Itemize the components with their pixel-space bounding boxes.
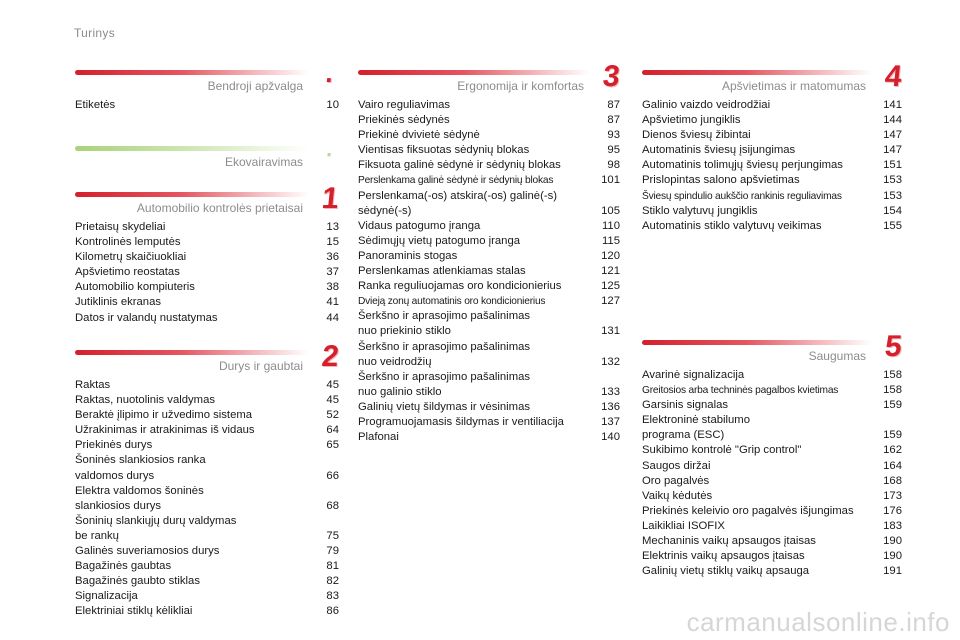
toc-entry-title: Raktas, nuotolinis valdymas [75, 394, 216, 407]
section-number: 1 [320, 182, 341, 215]
toc-entry[interactable] [642, 519, 902, 534]
toc-entry[interactable] [642, 219, 902, 234]
section-bar [358, 70, 590, 75]
toc-entry[interactable] [358, 189, 620, 219]
section-bar [75, 146, 309, 151]
toc-entry[interactable] [75, 604, 339, 619]
toc-entry[interactable] [358, 340, 620, 370]
toc-entry[interactable] [358, 249, 620, 264]
section-safety [642, 330, 904, 579]
toc-entry[interactable] [75, 438, 339, 453]
toc-entry-title: Fiksuota galinė sėdynė ir sėdynių blokas [358, 159, 561, 172]
toc-entry-title: Automatinis tolimųjų šviesų perjungimas [642, 159, 843, 172]
toc-entry-page: 131 [601, 325, 620, 338]
toc-entry-page: 87 [607, 99, 620, 111]
toc-entry-page: 45 [326, 394, 339, 407]
section-bar [75, 350, 309, 355]
toc-entry[interactable] [642, 564, 902, 579]
toc-entry-page: 162 [883, 444, 902, 457]
toc-entry-page: 98 [607, 159, 620, 172]
toc-entry[interactable] [358, 430, 620, 445]
toc-entry[interactable] [358, 158, 620, 173]
toc-entry-page: 159 [883, 429, 902, 442]
toc-entry-page: 110 [601, 219, 620, 232]
toc-entry-page: 153 [883, 174, 902, 187]
toc-list [75, 378, 339, 620]
toc-entry[interactable] [75, 250, 339, 265]
toc-entry[interactable] [642, 459, 902, 474]
toc-entry[interactable] [75, 311, 339, 326]
toc-entry-page: 158 [883, 384, 902, 397]
toc-list [75, 98, 339, 113]
section-number: 3 [601, 60, 622, 93]
toc-entry-page: 44 [326, 311, 339, 324]
toc-entry-page: 93 [607, 129, 620, 142]
section-doors [75, 340, 341, 620]
section-title: Automobilio kontrolės prietaisai [136, 201, 303, 215]
toc-entry-title: Vaikų kėdutės [642, 489, 713, 502]
toc-entry[interactable] [358, 279, 620, 294]
toc-entry-title: Apšvietimo reostatas [75, 266, 180, 279]
toc-entry-title: Perslenkamas atlenkiamas stalas [358, 265, 526, 278]
toc-entry-page: 10 [326, 99, 339, 111]
toc-entry-page: 87 [607, 114, 620, 127]
toc-entry[interactable] [75, 408, 339, 423]
toc-entry-title: Kilometrų skaičiuokliai [75, 251, 187, 264]
toc-entry-page: 68 [326, 499, 339, 512]
toc-entry-page: 190 [883, 535, 902, 548]
toc-entry[interactable] [642, 368, 902, 383]
toc-entry-title: Šerkšno ir aprasojimo pašalinimas nuo priekinio stiklo [358, 310, 531, 338]
toc-list [358, 98, 620, 445]
toc-entry[interactable] [642, 158, 902, 173]
section-header [75, 182, 341, 218]
toc-entry[interactable] [75, 514, 339, 544]
toc-entry-title: Galinių vietų stiklų vaikų apsauga [642, 565, 810, 578]
toc-entry-page: 173 [883, 489, 902, 502]
toc-entry-title: Sėdimųjų vietų patogumo įranga [358, 234, 521, 247]
toc-entry-title: Šoninės slankiosios ranka valdomos durys [75, 454, 206, 482]
toc-entry-title: Elektrinis vaikų apsaugos įtaisas [642, 550, 805, 563]
toc-entry-title: Vairo reguliavimas [358, 99, 451, 111]
toc-entry-title: Galinių vietų šildymas ir vėsinimas [358, 400, 531, 413]
toc-entry-page: 155 [883, 219, 902, 232]
toc-entry[interactable] [358, 98, 620, 113]
toc-entry-page: 83 [326, 590, 339, 603]
toc-entry-title: Datos ir valandų nustatymas [75, 311, 218, 324]
toc-entry-page: 125 [601, 280, 620, 293]
toc-entry-title: Elektriniai stiklų kėlikliai [75, 605, 193, 618]
toc-entry[interactable] [642, 549, 902, 564]
toc-entry[interactable] [358, 294, 620, 309]
toc-entry-page: 105 [601, 204, 620, 217]
section-lighting [642, 60, 904, 234]
toc-entry[interactable] [75, 265, 339, 280]
section-overview [75, 58, 339, 113]
toc-list [642, 98, 902, 234]
toc-entry-title: Perslenkama(-os) atskira(-os) galinė(-s) sėdynė(-s) [358, 189, 557, 217]
toc-entry-page: 81 [326, 560, 339, 573]
toc-entry-page: 75 [326, 529, 339, 542]
toc-entry[interactable] [358, 234, 620, 249]
toc-entry-title: Beraktė įlipimo ir užvedimo sistema [75, 409, 253, 422]
toc-entry-title: Šerkšno ir aprasojimo pašalinimas nuo veidrodžių [358, 340, 531, 368]
toc-entry[interactable] [75, 393, 339, 408]
toc-entry-title: Prislopintas salono apšvietimas [642, 174, 800, 187]
toc-entry[interactable] [75, 235, 339, 250]
toc-entry[interactable] [358, 219, 620, 234]
section-number: 2 [320, 340, 341, 373]
toc-entry-page: 115 [601, 234, 620, 247]
toc-entry-page: 140 [601, 431, 620, 444]
toc-entry-page: 52 [326, 409, 339, 422]
toc-entry-page: 183 [883, 519, 902, 532]
toc-entry-title: Garsinis signalas [642, 399, 729, 412]
section-title: Ergonomija ir komfortas [457, 79, 584, 93]
section-number: 4 [883, 60, 904, 93]
toc-entry-page: 86 [326, 605, 339, 618]
section-title: Apšvietimas ir matomumas [721, 79, 866, 93]
toc-entry-title: Priekinė dvivietė sėdynė [358, 129, 480, 142]
toc-entry-page: 65 [326, 439, 339, 452]
toc-entry[interactable] [75, 378, 339, 393]
toc-entry-page: 101 [601, 174, 620, 187]
toc-entry[interactable] [642, 474, 902, 489]
toc-entry-page: 133 [601, 385, 620, 398]
toc-entry-title: Stiklo valytuvų jungiklis [642, 204, 758, 217]
toc-entry-page: 13 [326, 221, 339, 233]
toc-entry-title: Mechaninis vaikų apsaugos įtaisas [642, 535, 816, 548]
toc-entry-title: Signalizacija [75, 590, 138, 603]
toc-entry-page: 15 [326, 236, 339, 249]
toc-entry-title: Panoraminis stogas [358, 249, 458, 262]
section-header [75, 58, 339, 96]
toc-entry-page: 66 [326, 469, 339, 482]
section-bar [642, 70, 872, 75]
toc-entry[interactable] [75, 574, 339, 589]
toc-entry-page: 159 [883, 399, 902, 412]
toc-entry-title: Užrakinimas ir atrakinimas iš vidaus [75, 424, 255, 437]
section-title: Saugumas [808, 349, 866, 363]
toc-entry[interactable] [358, 173, 620, 188]
section-instruments [75, 182, 341, 326]
toc-entry[interactable] [358, 400, 620, 415]
toc-entry-title: Vientisas fiksuotas sėdynių blokas [358, 144, 530, 157]
toc-entry-title: Dvieją zonų automatinis oro kondicionierius [358, 296, 546, 308]
toc-entry-page: 153 [883, 189, 902, 202]
section-title: Ekovairavimas [224, 155, 303, 169]
toc-entry-title: Ranka reguliuojamas oro kondicionierius [358, 280, 562, 293]
toc-entry-page: 38 [326, 281, 339, 294]
toc-entry-page: 45 [326, 379, 339, 391]
section-number: . [324, 58, 335, 88]
toc-entry-page: 164 [883, 459, 902, 472]
toc-entry[interactable] [642, 504, 902, 519]
toc-entry-page: 154 [883, 204, 902, 217]
toc-entry-page: 137 [601, 415, 620, 428]
toc-entry[interactable] [75, 589, 339, 604]
toc-entry-title: Automatinis stiklo valytuvų veikimas [642, 219, 822, 232]
toc-entry-page: 144 [883, 114, 902, 127]
toc-entry[interactable] [75, 544, 339, 559]
toc-entry[interactable] [642, 98, 902, 113]
toc-entry-title: Elektra valdomos šoninės slankiosios durys [75, 484, 204, 512]
section-bar [75, 70, 309, 75]
toc-entry-title: Prietaisų skydeliai [75, 221, 166, 233]
toc-entry-page: 158 [883, 369, 902, 381]
section-header [358, 60, 622, 96]
toc-entry-title: Priekinės durys [75, 439, 153, 452]
toc-entry[interactable] [642, 443, 902, 458]
toc-entry-page: 120 [601, 249, 620, 262]
toc-entry[interactable] [75, 559, 339, 574]
toc-entry[interactable] [358, 264, 620, 279]
toc-list [642, 368, 902, 579]
toc-entry-title: Raktas [75, 379, 111, 391]
section-bar [642, 340, 872, 345]
toc-entry[interactable] [75, 295, 339, 310]
toc-entry-page: 190 [883, 550, 902, 563]
toc-entry-page: 41 [326, 296, 339, 309]
toc-entry-title: Automatinis šviesų įsijungimas [642, 144, 796, 157]
section-header [75, 142, 339, 172]
section-title: Durys ir gaubtai [218, 359, 303, 373]
toc-entry-title: Galinės suveriamosios durys [75, 545, 220, 558]
toc-entry[interactable] [358, 415, 620, 430]
toc-entry-page: 37 [326, 266, 339, 279]
toc-entry-title: Jutiklinis ekranas [75, 296, 162, 309]
toc-entry[interactable] [75, 484, 339, 514]
toc-entry-title: Priekinės sėdynės [358, 114, 450, 127]
toc-entry[interactable] [75, 423, 339, 438]
toc-entry[interactable] [642, 128, 902, 143]
toc-entry[interactable] [642, 383, 902, 398]
section-number: · [324, 142, 335, 167]
section-header [75, 340, 341, 376]
toc-entry-title: Apšvietimo jungiklis [642, 114, 741, 127]
toc-entry-title: Kontrolinės lemputės [75, 236, 181, 249]
toc-entry[interactable] [642, 398, 902, 413]
toc-entry-page: 79 [326, 545, 339, 558]
toc-entry-title: Greitosios arba techninės pagalbos kvietimas [642, 385, 839, 397]
toc-entry-title: Elektroninė stabilumo programa (ESC) [642, 414, 751, 442]
toc-entry[interactable] [642, 113, 902, 128]
toc-entry[interactable] [642, 204, 902, 219]
toc-entry[interactable] [75, 98, 339, 113]
toc-entry-title: Vidaus patogumo įranga [358, 219, 481, 232]
toc-entry-page: 141 [883, 99, 902, 111]
toc-entry-title: Saugos diržai [642, 459, 711, 472]
toc-entry-page: 176 [883, 504, 902, 517]
section-ergonomics [358, 60, 622, 445]
toc-entry-title: Šviesų spindulio aukščio rankinis reguliavimas [642, 190, 842, 202]
section-bar [75, 192, 309, 197]
toc-entry[interactable] [642, 413, 902, 443]
toc-entry-page: 127 [601, 295, 620, 308]
toc-entry[interactable] [358, 143, 620, 158]
watermark: carmanualsonline.info [686, 607, 950, 637]
section-header [642, 330, 904, 366]
toc-entry-title: Automobilio kompiuteris [75, 281, 195, 294]
page-title: Turinys [74, 26, 115, 40]
toc-entry-page: 64 [326, 424, 339, 437]
toc-entry-title: Šoninių slankiųjų durų valdymas be rankų [75, 514, 237, 542]
toc-entry-title: Bagažinės gaubto stiklas [75, 575, 200, 588]
toc-entry-title: Oro pagalvės [642, 474, 710, 487]
toc-entry-page: 82 [326, 575, 339, 588]
toc-entry-page: 147 [883, 129, 902, 142]
toc-entry[interactable] [358, 113, 620, 128]
toc-entry-title: Sukibimo kontrolė "Grip control" [642, 444, 802, 457]
toc-entry[interactable] [642, 189, 902, 204]
toc-entry[interactable] [358, 128, 620, 143]
toc-entry-title: Laikikliai ISOFIX [642, 519, 725, 532]
toc-entry-page: 151 [883, 159, 902, 172]
section-eco [75, 142, 339, 174]
toc-entry-title: Avarinė signalizacija [642, 369, 745, 381]
toc-entry-title: Bagažinės gaubtas [75, 560, 172, 573]
toc-entry-page: 191 [883, 565, 902, 578]
toc-entry-page: 136 [601, 400, 620, 413]
toc-entry[interactable] [642, 534, 902, 549]
toc-entry-title: Programuojamasis šildymas ir ventiliacija [358, 415, 564, 428]
toc-entry-title: Plafonai [358, 431, 399, 444]
toc-entry-title: Dienos šviesų žibintai [642, 129, 751, 142]
toc-entry[interactable] [75, 280, 339, 295]
toc-entry[interactable] [75, 453, 339, 483]
toc-entry-page: 132 [601, 355, 620, 368]
toc-entry[interactable] [642, 143, 902, 158]
toc-entry-title: Galinio vaizdo veidrodžiai [642, 99, 771, 111]
section-header [642, 60, 904, 96]
toc-entry-page: 121 [601, 265, 620, 278]
toc-entry-title: Priekinės keleivio oro pagalvės išjungimas [642, 504, 854, 517]
toc-entry[interactable] [75, 220, 339, 235]
toc-entry-title: Šerkšno ir aprasojimo pašalinimas nuo galinio stiklo [358, 370, 531, 398]
toc-entry-page: 168 [883, 474, 902, 487]
toc-entry[interactable] [358, 370, 620, 400]
toc-entry-title: Perslenkama galinė sėdynė ir sėdynių blokas [358, 175, 554, 187]
toc-entry-title: Etiketės [75, 99, 116, 111]
toc-entry[interactable] [358, 309, 620, 339]
toc-list [75, 220, 339, 326]
toc-entry[interactable] [642, 489, 902, 504]
toc-entry-page: 36 [326, 251, 339, 264]
section-number: 5 [883, 330, 904, 363]
toc-entry-page: 95 [607, 144, 620, 157]
section-title: Bendroji apžvalga [207, 79, 303, 93]
toc-entry-page: 147 [883, 144, 902, 157]
toc-entry[interactable] [642, 173, 902, 188]
